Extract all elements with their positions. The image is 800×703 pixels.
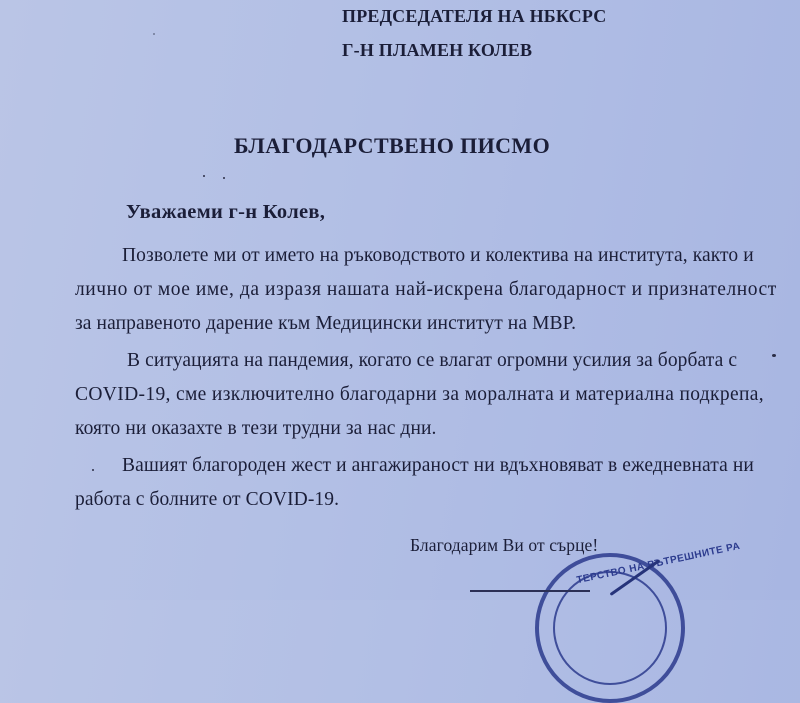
recipient-line-2: Г-Н ПЛАМЕН КОЛЕВ [342, 40, 533, 60]
recipient-line-1: ПРЕДСЕДАТЕЛЯ НА НБКСРС [342, 6, 607, 26]
closing-line: Благодарим Ви от сърце! [410, 535, 599, 555]
salutation: Уважаеми г-н Колев, [126, 201, 326, 223]
paper-speck [203, 175, 205, 177]
paper-speck [92, 469, 94, 471]
paragraph-1-line-3: за направеното дарение към Медицински институт на МВР. [75, 313, 577, 334]
paragraph-2-line-3: която ни оказахте в тези трудни за нас дни. [75, 418, 437, 439]
paragraph-1-line-2: лично от мое име, да изразя нашата най-искрена благодарност и признателност [75, 279, 777, 300]
paragraph-2-line-1: В ситуацията на пандемия, когато се влагат огромни усилия за борбата с [127, 350, 738, 371]
stamp-inner-ring [553, 571, 667, 685]
paper-speck [772, 354, 776, 357]
letter-title: БЛАГОДАРСТВЕНО ПИСМО [234, 133, 551, 158]
signature-line [470, 590, 590, 592]
paper-speck [223, 177, 225, 179]
paragraph-3-line-1: Вашият благороден жест и ангажираност ни вдъхновяват в ежедневната ни [122, 455, 754, 476]
paragraph-2-line-2: COVID-19, сме изключително благодарни за моралната и материална подкрепа, [75, 384, 764, 405]
paragraph-1-line-1: Позволете ми от името на ръководството и колектива на института, както и [122, 245, 754, 266]
stamp-text: ТЕРСТВО НА ВЪТРЕШНИТЕ РА [575, 540, 742, 587]
paragraph-3-line-2: работа с болните от COVID-19. [75, 489, 340, 510]
paper-speck [153, 33, 155, 35]
